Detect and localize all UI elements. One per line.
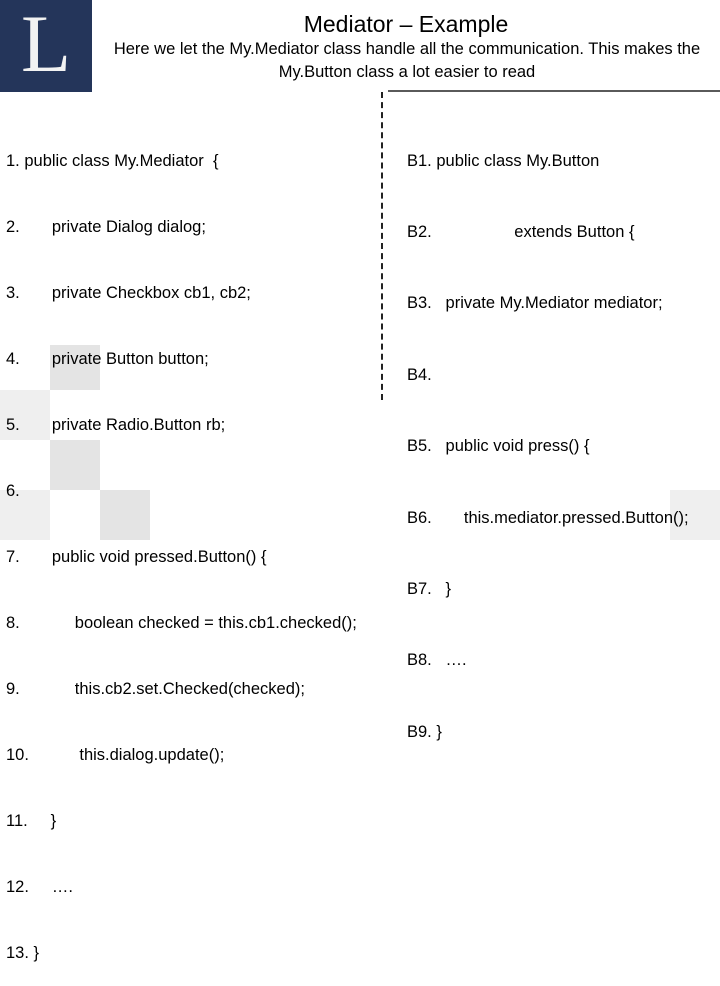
code-line: 9. this.cb2.set.Checked(checked); (6, 680, 305, 698)
code-line: 11. } (6, 812, 57, 830)
code-line: 6. (6, 482, 20, 500)
code-line: B9. } (407, 722, 442, 741)
slide-title: Mediator – Example (303, 11, 509, 37)
code-line: B5. public void press() { (407, 437, 590, 456)
code-line: B6. this.mediator.pressed.Button(); (407, 508, 689, 527)
code-line: B8. …. (407, 651, 467, 670)
code-line: B3. private My.Mediator mediator; (407, 294, 663, 313)
code-line: B4. (407, 365, 432, 384)
mediator-code-block (6, 106, 357, 986)
logo (0, 0, 92, 92)
button-code-block (407, 102, 689, 768)
code-line: B1. public class My.Button (407, 151, 600, 170)
code-line: 10. this.dialog.update(); (6, 746, 225, 764)
code-line: 12. …. (6, 878, 73, 896)
code-line: B2. extends Button { (407, 222, 635, 241)
column-divider (381, 92, 383, 400)
code-line: B7. } (407, 579, 452, 598)
code-line: 8. boolean checked = this.cb1.checked(); (6, 614, 357, 632)
code-line: 7. public void pressed.Button() { (6, 548, 267, 566)
slide-subtitle: Here we let the My.Mediator class handle all the communication. This makes the My.Button class a lot easier to read (113, 40, 701, 81)
header-rule (388, 90, 720, 92)
logo-letter: L (20, 0, 72, 89)
code-line: 2. private Dialog dialog; (6, 218, 206, 236)
code-line: 5. private Radio.Button rb; (6, 416, 226, 434)
code-line: 13. } (6, 944, 40, 962)
code-line: 3. private Checkbox cb1, cb2; (6, 284, 251, 302)
code-line: 4. private Button button; (6, 350, 209, 368)
code-line: 1. public class My.Mediator { (6, 152, 219, 170)
